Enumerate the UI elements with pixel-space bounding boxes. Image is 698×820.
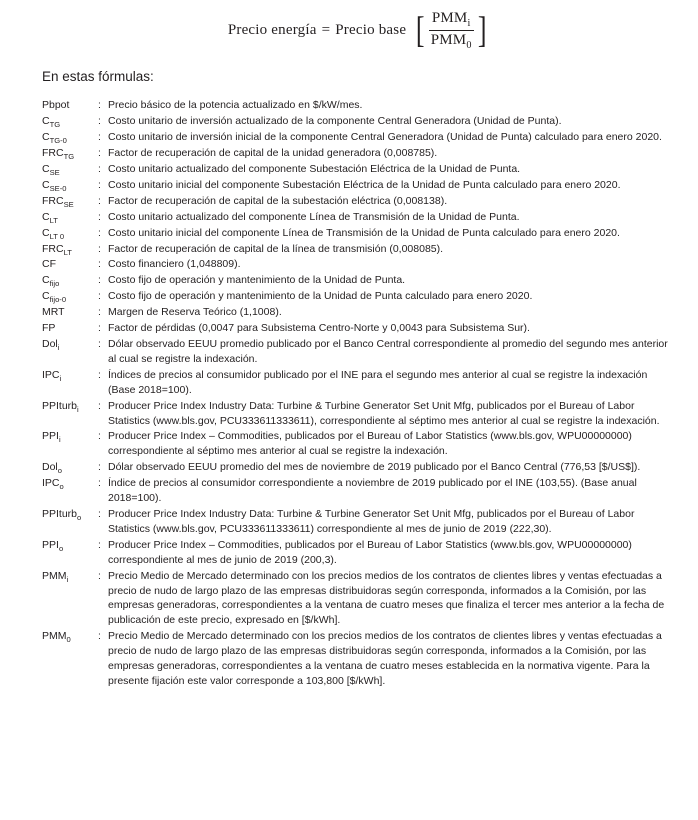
definition-description: Factor de recuperación de capital de la línea de transmisión (0,008085). — [108, 242, 444, 255]
intro-text: En estas fórmulas: — [42, 69, 154, 85]
definition-term-subscript: SE — [49, 168, 60, 178]
definition-description: Precio Medio de Mercado determinado con los precios medios de los contratos de clientes libres y ventas efectuadas a precio de nudo de largo plazo de las empresas distribuidoras según corresponda, informados a la Comisión, por las empresas generadoras, correspondientes a la ventana de cuatro meses establecida en la normativa vigente. Para la presente fijación este valor corresponde a 103,800 [$/kWh]. — [108, 630, 662, 687]
definition-description: Costo unitario actualizado del componente Línea de Transmisión de la Unidad de Punta. — [108, 210, 520, 223]
definition-term-base: Pbpot — [42, 99, 70, 112]
definition-colon: : — [98, 99, 101, 112]
definition-description: Costo fijo de operación y mantenimiento de la Unidad de Punta calculado para enero 2020. — [108, 290, 533, 303]
definition-row — [42, 538, 674, 568]
definition-row — [42, 178, 674, 193]
definition-term — [42, 368, 98, 383]
definition-row — [42, 146, 674, 161]
definition-term — [42, 629, 98, 644]
formula-precio-energia — [42, 0, 674, 55]
definition-description: Costo unitario de inversión actualizado de la componente Central Generadora (Unidad de Punta). — [108, 115, 562, 128]
definition-colon: : — [98, 630, 101, 643]
definition-term-subscript: SE — [63, 199, 74, 209]
definition-term — [42, 146, 98, 161]
definition-colon: : — [98, 290, 101, 303]
definition-term-subscript: i — [57, 343, 60, 353]
definition-term-base: Dol — [42, 461, 58, 474]
definition-term — [42, 130, 98, 145]
definition-description: Costo financiero (1,048809). — [108, 258, 241, 271]
definition-term-base: C — [42, 274, 50, 287]
definition-colon: : — [98, 210, 101, 223]
definition-term — [42, 162, 98, 177]
definition-term-base: Dol — [42, 338, 58, 350]
definition-row — [42, 289, 674, 304]
definition-row — [42, 337, 674, 367]
definition-term-base: C — [42, 115, 50, 128]
definition-term — [42, 242, 98, 257]
definition-colon: : — [98, 477, 101, 490]
definition-colon: : — [98, 242, 101, 255]
definition-term-base: C — [42, 131, 50, 144]
definition-term — [42, 210, 98, 225]
definition-term-subscript: TG-0 — [49, 136, 67, 146]
definition-colon: : — [98, 399, 101, 412]
definition-term-base: IPC — [42, 368, 60, 381]
bracket-close: ] — [477, 9, 487, 51]
definition-colon: : — [98, 115, 101, 128]
definition-term — [42, 273, 98, 288]
definition-colon: : — [98, 538, 101, 551]
definition-term — [42, 226, 98, 241]
definition-description: Dólar observado EEUU promedio publicado por el Banco Central correspondiente al promedio del segundo mes anterior al cual se registre la indexación. — [108, 338, 668, 365]
definition-row — [42, 162, 674, 177]
definition-description: Costo fijo de operación y mantenimiento de la Unidad de Punta. — [108, 274, 406, 287]
definition-term-base: IPC — [42, 477, 60, 490]
definition-term-base: PMM — [42, 569, 67, 582]
definition-term-base: C — [42, 178, 50, 191]
definition-term — [42, 257, 98, 272]
definition-term — [42, 507, 98, 522]
definition-term — [42, 114, 98, 129]
definition-row — [42, 210, 674, 225]
definition-term — [42, 569, 98, 584]
definition-term-base: FP — [42, 322, 56, 335]
definition-term-subscript: o — [58, 543, 64, 553]
definition-term — [42, 460, 98, 475]
definition-term-base: CF — [42, 258, 56, 271]
definition-term-base: PPIturb — [42, 507, 78, 520]
definition-colon: : — [98, 507, 101, 520]
definition-term-base: C — [42, 210, 50, 223]
definition-description: Costo unitario inicial del componente Línea de Transmisión de la Unidad de Punta calculado para enero 2020. — [108, 226, 620, 239]
definition-term-base: C — [42, 226, 50, 239]
definition-description: Índices de precios al consumidor publicado por el INE para el segundo mes anterior al cual se registre la indexación (Base 2018=100). — [108, 368, 648, 396]
definition-colon: : — [98, 430, 101, 443]
definition-term-subscript: i — [58, 435, 61, 445]
definition-description: Costo unitario de inversión inicial de la componente Central Generadora (Unidad de Punta) calculado para enero 2020. — [108, 131, 662, 144]
definition-colon: : — [98, 461, 101, 474]
definition-row — [42, 114, 674, 129]
definition-term-subscript: LT — [49, 215, 58, 225]
definition-term-base: FRC — [42, 147, 64, 160]
definition-term — [42, 476, 98, 491]
definition-row — [42, 399, 674, 429]
definition-term — [42, 305, 98, 320]
definition-term — [42, 429, 98, 444]
definition-row — [42, 429, 674, 459]
definition-term-base: PPI — [42, 538, 59, 551]
definition-term-base: PPIturb — [42, 399, 78, 412]
definition-colon: : — [98, 194, 101, 207]
definition-row — [42, 194, 674, 209]
definition-description: Costo unitario actualizado del componente Subestación Eléctrica de la Unidad de Punta. — [108, 163, 521, 176]
definition-row — [42, 629, 674, 689]
definition-row — [42, 226, 674, 241]
definition-term-subscript: o — [57, 466, 62, 476]
definition-term-subscript: LT — [63, 247, 72, 257]
definition-colon: : — [98, 178, 101, 191]
definition-row — [42, 98, 674, 113]
definition-colon: : — [98, 226, 101, 239]
definition-term-subscript: SE-0 — [49, 184, 67, 194]
fraction-denominator: $PMM_0$ — [430, 32, 472, 52]
definition-term-subscript: o — [59, 482, 64, 492]
definition-term-base: PPI — [42, 430, 59, 443]
definition-term-subscript: o — [77, 513, 82, 523]
definition-term — [42, 289, 98, 304]
definition-colon: : — [98, 163, 101, 176]
definition-term-subscript: i — [66, 574, 69, 584]
definition-description: Margen de Reserva Teórico (1,1008). — [108, 306, 282, 319]
bracket-open: [ — [416, 9, 425, 51]
definition-description: Factor de recuperación de capital de la subestación eléctrica (0,008138). — [108, 194, 448, 207]
formula-equals-sign: = — [321, 22, 331, 39]
definition-description: Costo unitario inicial del componente Subestación Eléctrica de la Unidad de Punta calculado para enero 2020. — [108, 178, 621, 191]
definition-term — [42, 538, 98, 553]
definition-description: Dólar observado EEUU promedio del mes de noviembre de 2019 publicado por el Banco Central (776,53 [$/US$]). — [108, 461, 641, 474]
definition-row — [42, 130, 674, 145]
definition-description: Precio básico de la potencia actualizado en $/kW/mes. — [108, 99, 363, 112]
definition-term-base: FRC — [42, 242, 64, 255]
definition-term-base: C — [42, 163, 50, 176]
definition-term — [42, 178, 98, 193]
definition-row — [42, 569, 674, 629]
definition-term-subscript: fijo — [49, 279, 60, 289]
definition-row — [42, 273, 674, 288]
fraction-numerator: $PMM_i$ — [431, 10, 471, 29]
definition-colon: : — [98, 306, 101, 319]
definition-colon: : — [98, 131, 101, 144]
definition-term-subscript: TG — [63, 152, 75, 162]
definition-colon: : — [98, 322, 101, 335]
definition-colon: : — [98, 569, 101, 582]
definition-description: Factor de pérdidas (0,0047 para Subsistema Centro-Norte y 0,0043 para Subsistema Sur). — [108, 322, 530, 335]
formula-left-term: Precio energía — [227, 22, 317, 39]
definition-term-base: MRT — [42, 306, 65, 319]
definition-term-base: FRC — [42, 194, 64, 207]
definition-term-subscript: i — [59, 373, 62, 383]
definition-term-subscript: fijo-0 — [49, 295, 67, 305]
definition-term-subscript: i — [77, 404, 79, 414]
definition-term-subscript: LT 0 — [49, 231, 65, 241]
definition-term-subscript: TG — [49, 120, 61, 130]
definition-description: Precio Medio de Mercado determinado con los precios medios de los contratos de clientes libres y ventas efectuadas a precio de nudo de largo plazo de las empresas distribuidoras según corresponda, informados a la Comisión, por las empresas generadoras, correspondientes a la ventana de cuatro meses que finaliza el tercer mes anterior a la fecha de publicación de este precio, expresado en [$/kWh]. — [108, 569, 665, 627]
definition-description: Producer Price Index Industry Data: Turbine & Turbine Generator Set Unit Mfg, publicados por el Bureau of Labor Statistics (www.bls.gov, PCU333611333611) correspondiente al mes de junio de 2019 (222,30). — [108, 507, 635, 535]
definition-row — [42, 476, 674, 506]
definition-list — [42, 98, 674, 688]
definition-term — [42, 321, 98, 336]
definition-term — [42, 194, 98, 209]
definition-term-subscript: 0 — [66, 635, 71, 645]
formula-fraction — [414, 10, 488, 51]
definition-term — [42, 337, 98, 352]
definition-term — [42, 98, 98, 113]
definition-term — [42, 399, 98, 414]
definition-description: Producer Price Index Industry Data: Turbine & Turbine Generator Set Unit Mfg, publicados por el Bureau of Labor Statistics (www.bls.gov, PCU333611333611), correspondiente al séptimo mes anterior al cual se registre la indexación. — [108, 399, 660, 427]
definition-colon: : — [98, 147, 101, 160]
definition-row — [42, 321, 674, 336]
definition-description: Factor de recuperación de capital de la unidad generadora (0,008785). — [108, 147, 438, 160]
definition-description: Índice de precios al consumidor correspondiente a noviembre de 2019 publicado por el INE (103,55). (Base anual 2018=100). — [108, 477, 637, 505]
definition-colon: : — [98, 258, 101, 271]
definition-row — [42, 460, 674, 475]
definition-colon: : — [98, 368, 101, 381]
definition-colon: : — [98, 274, 101, 287]
formula-right-term: Precio base — [335, 22, 407, 39]
definition-description: Producer Price Index – Commodities, publicados por el Bureau of Labor Statistics (www.bls.gov, WPU00000000) correspondiente al mes de junio de 2019 (200,3). — [108, 538, 632, 566]
definition-row — [42, 257, 674, 272]
definition-description: Producer Price Index – Commodities, publicados por el Bureau of Labor Statistics (www.bls.gov, WPU00000000) correspondiente al séptimo mes anterior al cual se registre la indexación. — [108, 430, 632, 458]
definition-row — [42, 368, 674, 398]
definition-row — [42, 507, 674, 537]
definition-colon: : — [98, 338, 101, 350]
definition-row — [42, 305, 674, 320]
definition-term-base: C — [42, 290, 50, 303]
definition-term-base: PMM — [42, 630, 67, 643]
definition-row — [42, 242, 674, 257]
